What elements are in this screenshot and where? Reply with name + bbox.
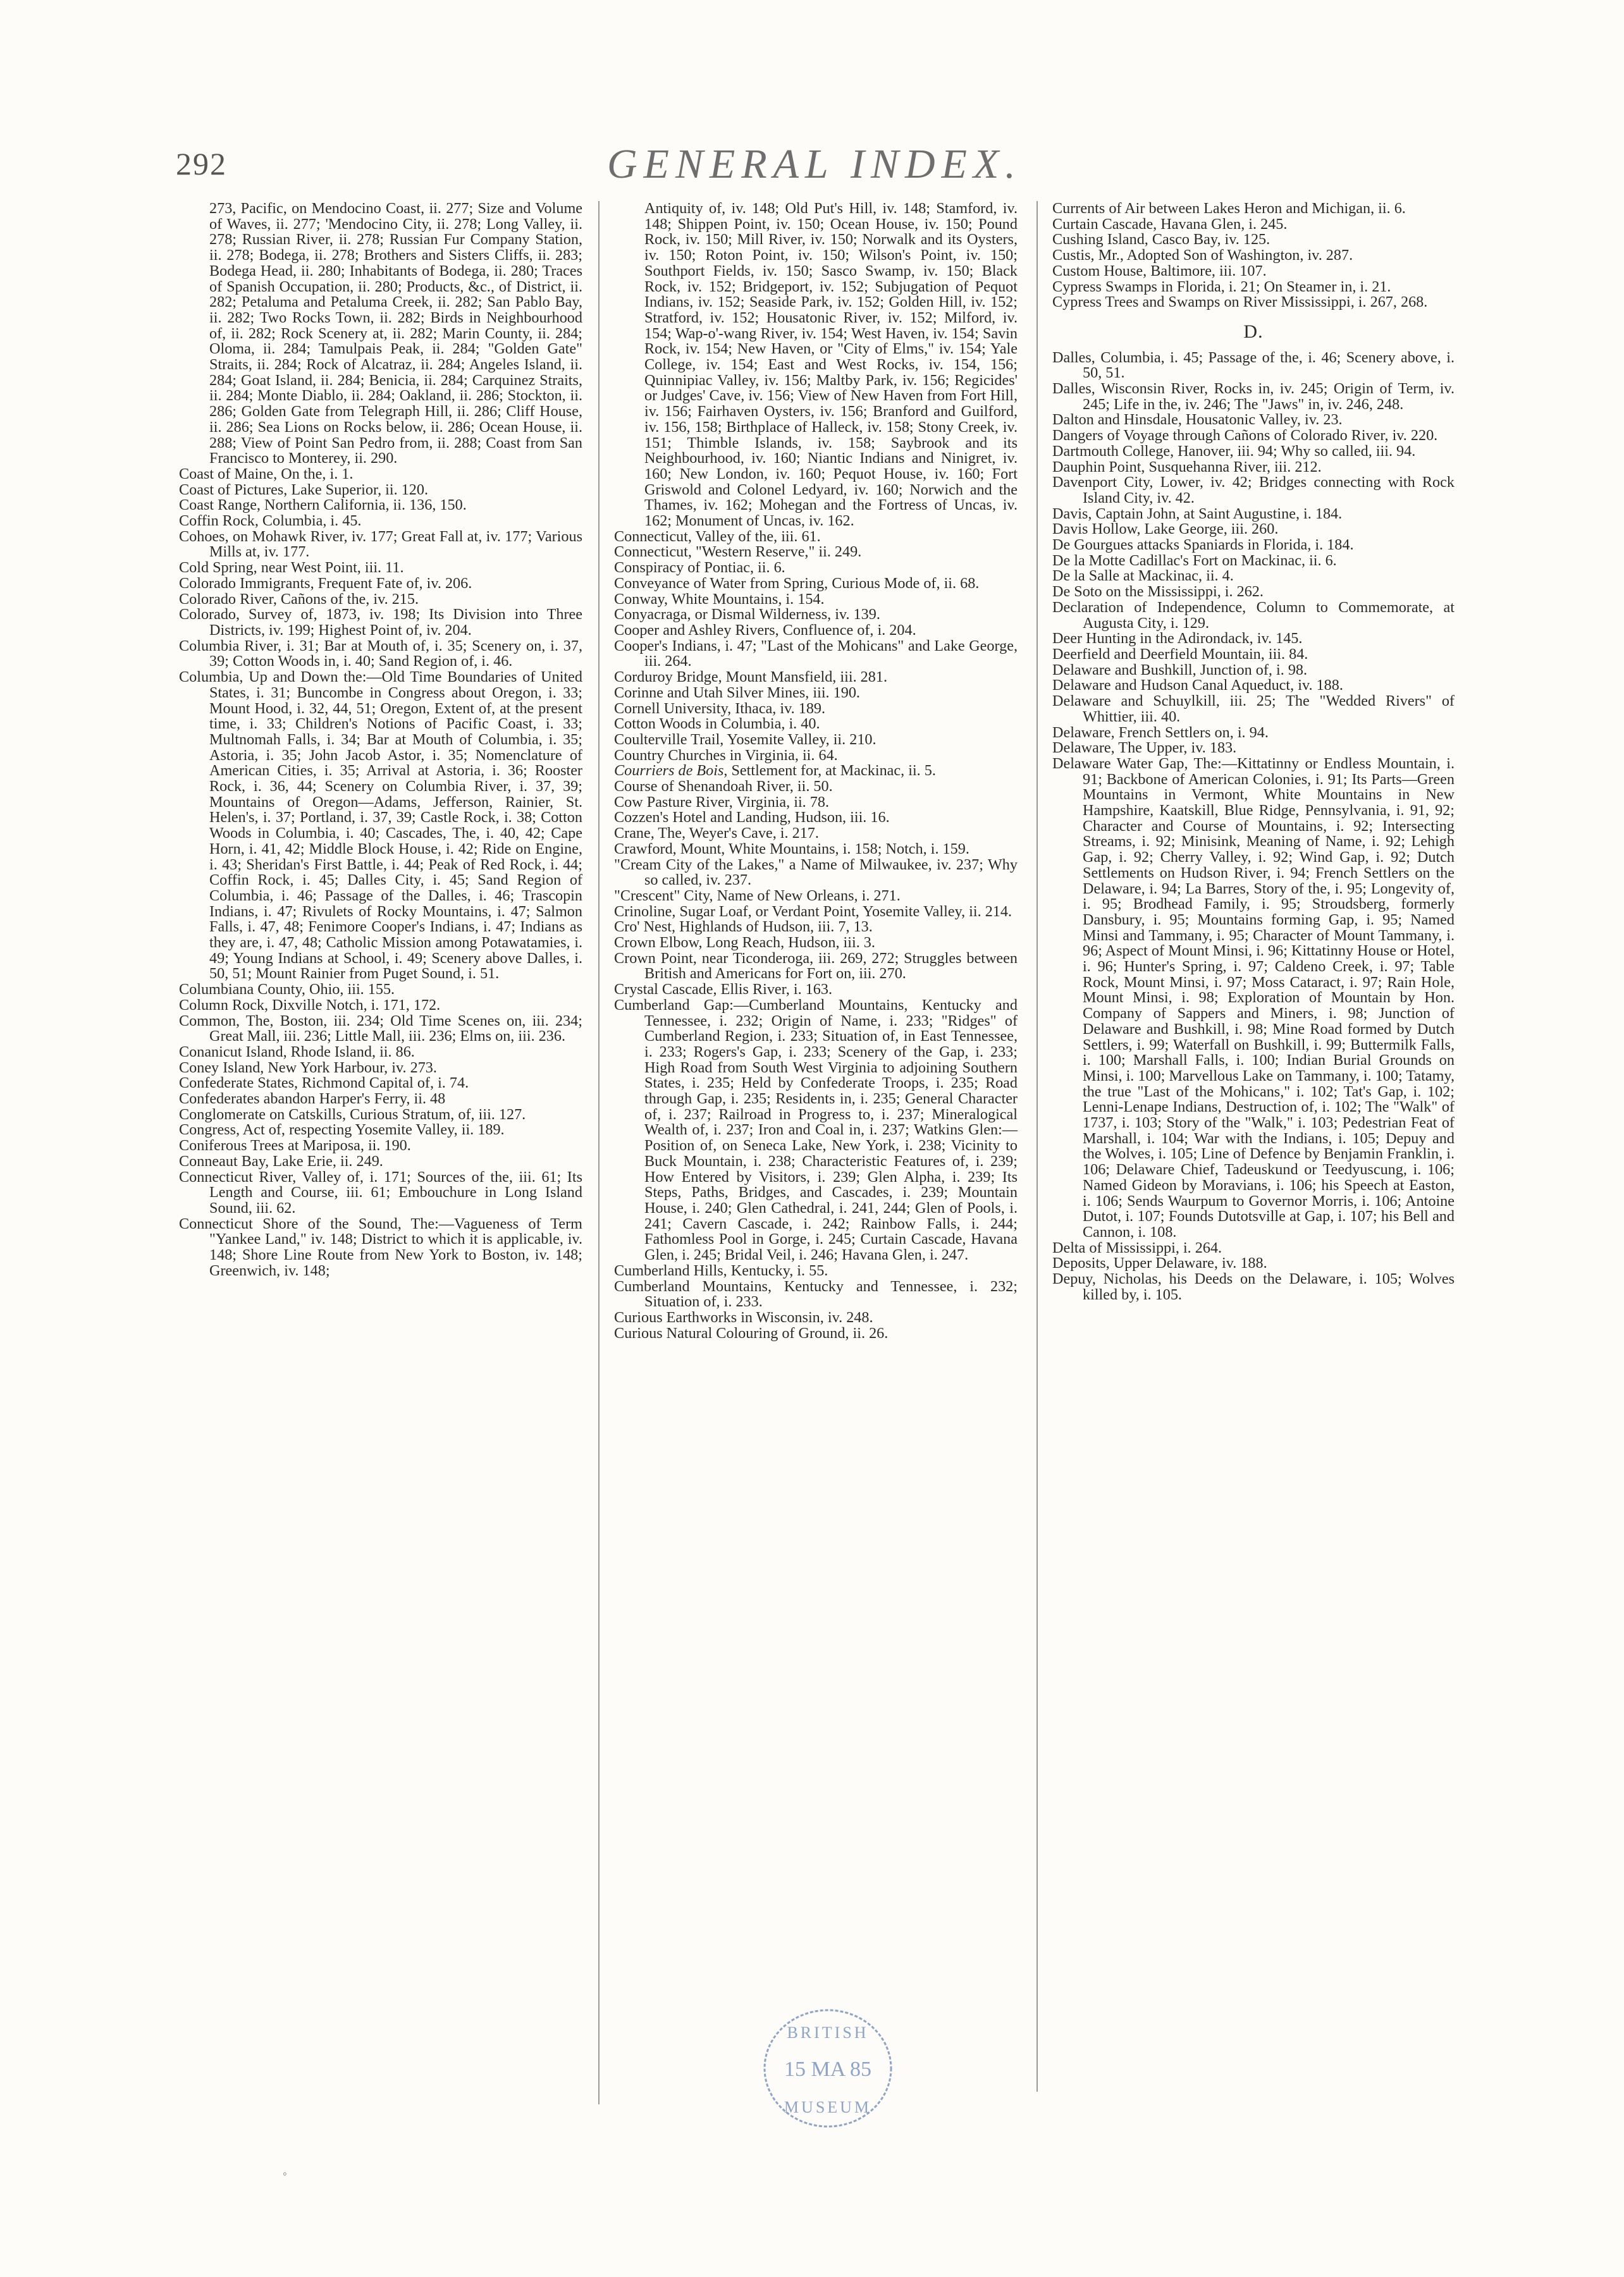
index-entry: Conspiracy of Pontiac, ii. 6. [614,559,785,577]
index-entry: Coast Range, Northern California, ii. 136, 150. [179,496,467,514]
index-entry: Conyacraga, or Dismal Wilderness, iv. 139. [614,606,880,623]
index-entry: Conanicut Island, Rhode Island, ii. 86. [179,1043,415,1060]
index-entry: Coulterville Trail, Yosemite Valley, ii. 210. [614,730,877,748]
index-entry: Crane, The, Weyer's Cave, i. 217. [614,825,819,842]
index-entry: Delaware Water Gap, The:—Kittatinny or Endless Mountain, i. 91; Backbone of American Colonies, i. 91; Its Parts—Green Mountains in Vermont, White Mountains in New Hampshire, Kaatskill, Blue Ridge, Pennsylvania, i. 91, 92; Character and Course of Mountains, i. 92; Intersecting Streams, i. 92; Minisink, Meaning of Name, i. 92; Lehigh Gap, i. 92; Cherry Valley, i. 92; Wind Gap, i. 92; Dutch Settlements on Hudson River, i. 94; French Settlers on the Delaware, i. 94; La Barres, Story of the, i. 95; Longevity of, i. 95; Brodhead Family, i. 95; Stroudsberg, formerly Dansbury, i. 95; Mountains forming Gap, i. 95; Named Minsi and Tammany, i. 95; Character of Mount Tammany, i. 96; Aspect of Mount Minsi, i. 96; Kittatinny House or Hotel, i. 96; Hunter's Spring, i. 97; Caldeno Creek, i. 97; Table Rock, Mount Minsi, i. 97; Moss Cataract, i. 97; Rain Hole, Mount Minsi, i. 98; Exploration of Mountain by Hon. Company of Sappers and Miners, i. 98; Junction of Delaware and Bushkill, i. 98; Mine Road formed by Dutch Settlers, i. 99; Waterfall on Bushkill, i. 99; Buttermilk Falls, i. 100; Marshall Falls, i. 100; Indian Burial Grounds on Minsi, i. 100; Marvellous Lake on Tammany, i. 100; Tatamy, the true "Last of the Mohicans," i. 102; Tat's Gap, i. 102; Lenni-Lenape Indians, Destruction of, i. 102; The "Walk" of 1737, i. 103; Story of the "Walk," i. 103; Pedestrian Feat of Marshall, i. 104; War with the Indians, i. 105; Depuy and the Wolves, i. 105; Line of Defence by Benjamin Franklin, i. 106; Delaware Chief, Tadeuskund or Teedyuscung, i. 106; Named Gideon by Moravians, i. 106; his Speech at Easton, i. 106; Sends Waurpum to Governor Morris, i. 106; Antoine Dutot, i. 107; Founds Dutotsville at Gap, i. 107; his Bell and Cannon, i. 108. [1052,754,1455,1241]
index-entry: Courriers de Bois, Settlement for, at Mackinac, ii. 5. [614,762,936,780]
index-entry: Column Rock, Dixville Notch, i. 171, 172. [179,996,441,1014]
index-entry: "Crescent" City, Name of New Orleans, i. 271. [614,887,901,904]
index-entry: Corinne and Utah Silver Mines, iii. 190. [614,684,860,701]
index-entry: Delaware, The Upper, iv. 183. [1052,739,1237,757]
index-entry: Congress, Act of, respecting Yosemite Valley, ii. 189. [179,1121,505,1139]
index-entry: Cotton Woods in Columbia, i. 40. [614,715,820,733]
index-entry: Cypress Trees and Swamps on River Mississippi, i. 267, 268. [1052,293,1428,311]
index-entry: Dangers of Voyage through Cañons of Colorado River, iv. 220. [1052,427,1438,445]
index-entry: Cold Spring, near West Point, iii. 11. [179,559,404,577]
index-entry: Davenport City, Lower, iv. 42; Bridges connecting with Rock Island City, iv. 42. [1052,474,1455,506]
index-entry: Cro' Nest, Highlands of Hudson, iii. 7, 13. [614,918,873,936]
index-entry: Cooper's Indians, i. 47; "Last of the Mohicans" and Lake George, iii. 264. [614,637,1018,670]
index-entry: Delaware, French Settlers on, i. 94. [1052,723,1269,741]
index-entry: Confederate States, Richmond Capital of, i. 74. [179,1074,469,1092]
index-entry: Cooper and Ashley Rivers, Confluence of, i. 204. [614,621,916,639]
index-entry: Conneaut Bay, Lake Erie, ii. 249. [179,1152,383,1170]
index-entry: Deerfield and Deerfield Mountain, iii. 84. [1052,645,1308,663]
index-entry: 273, Pacific, on Mendocino Coast, ii. 277; Size and Volume of Waves, ii. 277; 'Mendocino City, ii. 278; Long Valley, ii. 278; Russian River, ii. 278; Russian Fur Company Station, ii. 278; Bodega, ii. 278; Brothers and Sisters Cliffs, ii. 283; Bodega Head, ii. 280; Inhabitants of Bodega, ii. 280; Traces of Spanish Occupation, ii. 280; Products, &c., of District, ii. 282; Petaluma and Petaluma Creek, ii. 282; San Pablo Bay, ii. 282; Two Rocks Town, ii. 282; Birds in Neighbourhood of, ii. 282; Rock Scenery at, ii. 282; Marin County, ii. 284; Oloma, ii. 284; Tamulpais Peak, ii. 284; "Golden Gate" Straits, ii. 284; Rock of Alcatraz, ii. 284; Angeles Island, ii. 284; Goat Island, ii. 284; Benicia, ii. 284; Carquinez Straits, ii. 284; Monte Diablo, ii. 284; Oakland, ii. 286; Stockton, ii. 286; Golden Gate from Telegraph Hill, ii. 286; Cliff House, ii. 286; Sea Lions on Rocks below, ii. 286; Ocean House, ii. 288; View of Point San Pedro from, ii. 288; Coast from San Francisco to Monterey, ii. 290. [209,200,582,467]
index-entry: Cow Pasture River, Virginia, ii. 78. [614,793,829,811]
index-entry: Cumberland Mountains, Kentucky and Tennessee, i. 232; Situation of, i. 233. [614,1277,1018,1311]
index-entry: Confederates abandon Harper's Ferry, ii. 48 [179,1090,446,1108]
stamp-line-2: 15 MA 85 [784,2058,871,2081]
index-entry: Columbia River, i. 31; Bar at Mouth of, i. 35; Scenery on, i. 37, 39; Cotton Woods in, i. 40; Sand Region of, i. 46. [179,637,582,670]
index-entry: Dartmouth College, Hanover, iii. 94; Why so called, iii. 94. [1052,442,1416,460]
index-entry: Coniferous Trees at Mariposa, ii. 190. [179,1137,411,1155]
index-column-1 [179,201,582,1279]
index-entry: Davis, Captain John, at Saint Augustine, i. 184. [1052,505,1343,522]
running-title: GENERAL INDEX. [607,141,1022,187]
index-entry: Dalton and Hinsdale, Housatonic Valley, iv. 23. [1052,411,1343,429]
index-entry: Columbia, Up and Down the:—Old Time Boundaries of United States, i. 31; Buncombe in Congress about Oregon, i. 33; Mount Hood, i. 32, 44, 51; Oregon, Extent of, at the present time, i. 33; Children's Notions of Pacific Coast, i. 33; Multnomah Falls, i. 34; Bar at Mouth of Columbia, i. 35; Astoria, i. 35; John Jacob Astor, i. 35; Nomenclature of American Cities, i. 35; Arrival at Astoria, i. 36; Rooster Rock, i. 36, 44; Scenery on Columbia River, i. 37, 39; Mountains of Oregon—Adams, Jefferson, Rainier, St. Helen's, i. 37; Portland, i. 37, 39; Castle Rock, i. 38; Cotton Woods in Columbia, i. 40; Cascades, The, i. 40, 42; Cape Horn, i. 41, 42; Middle Block House, i. 42; Ride on Engine, i. 43; Sheridan's First Battle, i. 44; Peak of Red Rock, i. 44; Coffin Rock, i. 45; Dalles City, i. 45; Sand Region of Columbia, i. 46; Passage of the Dalles, i. 46; Trascopin Indians, i. 47; Rivulets of Rocky Mountains, i. 47; Salmon Falls, i. 47, 48; Fenimore Cooper's Indians, i. 47; Indians as they are, i. 47, 48; Catholic Mission among Potawatamies, i. 49; Young Indians at School, i. 49; Scenery above Dalles, i. 50, 51; Mount Rainier from Puget Sound, i. 51. [179,668,582,983]
index-entry: De Soto on the Mississippi, i. 262. [1052,583,1264,601]
index-entry: Dauphin Point, Susquehanna River, iii. 212. [1052,458,1322,476]
index-entry: Deposits, Upper Delaware, iv. 188. [1052,1255,1267,1272]
index-entry: Cozzen's Hotel and Landing, Hudson, iii. 16. [614,809,890,826]
index-entry: Corduroy Bridge, Mount Mansfield, iii. 281. [614,668,887,686]
index-entry: Course of Shenandoah River, ii. 50. [614,778,833,795]
index-entry: Crawford, Mount, White Mountains, i. 158; Notch, i. 159. [614,840,969,857]
index-entry: Coffin Rock, Columbia, i. 45. [179,512,362,530]
index-entry: Connecticut, Valley of the, iii. 61. [614,527,821,545]
column-rule [598,201,600,2104]
index-entry: Country Churches in Virginia, ii. 64. [614,746,838,764]
index-entry: Coast of Pictures, Lake Superior, ii. 120. [179,481,429,498]
index-entry: Conglomerate on Catskills, Curious Stratum, of, iii. 127. [179,1105,526,1123]
index-entry: Conveyance of Water from Spring, Curious Mode of, ii. 68. [614,574,980,592]
index-entry: Davis Hollow, Lake George, iii. 260. [1052,520,1279,538]
index-group-d [1052,350,1455,1303]
index-entry: Crinoline, Sugar Loaf, or Verdant Point, Yosemite Valley, ii. 214. [614,902,1012,920]
index-entry: Dalles, Wisconsin River, Rocks in, iv. 245; Origin of Term, iv. 245; Life in the, iv. 246; The "Jaws" in, iv. 246, 248. [1052,380,1455,413]
index-entry: Delaware and Schuylkill, iii. 25; The "Wedded Rivers" of Whittier, iii. 40. [1052,692,1455,725]
index-entry: Connecticut, "Western Reserve," ii. 249. [614,543,862,561]
index-entry: Delta of Mississippi, i. 264. [1052,1239,1222,1256]
index-entry: Connecticut Shore of the Sound, The:—Vagueness of Term "Yankee Land," iv. 148; District to which it is applicable, iv. 148; Shore Line Route from New York to Boston, iv. 148; Greenwich, iv. 148; [179,1215,582,1279]
index-entry: Cohoes, on Mohawk River, iv. 177; Great Fall at, iv. 177; Various Mills at, iv. 177. [179,527,582,561]
index-column-3 [1052,201,1455,1303]
index-entry: Crystal Cascade, Ellis River, i. 163. [614,981,832,998]
index-entry: Dalles, Columbia, i. 45; Passage of the, i. 46; Scenery above, i. 50, 51. [1052,348,1455,382]
index-entry: Curtain Cascade, Havana Glen, i. 245. [1052,215,1288,233]
index-entry: Currents of Air between Lakes Heron and Michigan, ii. 6. [1052,200,1406,217]
index-entry: De Gourgues attacks Spaniards in Florida, i. 184. [1052,536,1354,554]
library-stamp [758,2005,897,2132]
index-entry: Curious Earthworks in Wisconsin, iv. 248. [614,1308,873,1326]
index-entry: Crown Point, near Ticonderoga, iii. 269, 272; Struggles between British and Americans for Fort on, iii. 270. [614,949,1018,983]
index-entry: Declaration of Independence, Column to Commemorate, at Augusta City, i. 129. [1052,598,1455,632]
index-entry: Colorado Immigrants, Frequent Fate of, iv. 206. [179,574,472,592]
index-entry: Cypress Swamps in Florida, i. 21; On Steamer in, i. 21. [1052,278,1391,295]
index-entry: Depuy, Nicholas, his Deeds on the Delaware, i. 105; Wolves killed by, i. 105. [1052,1270,1455,1303]
index-entry: Coney Island, New York Harbour, iv. 273. [179,1059,437,1076]
index-entry: Cushing Island, Casco Bay, iv. 125. [1052,231,1270,249]
index-entry: De la Salle at Mackinac, ii. 4. [1052,567,1234,585]
index-entry: Coast of Maine, On the, i. 1. [179,465,354,482]
index-entry: Cornell University, Ithaca, iv. 189. [614,699,826,717]
index-entry: Antiquity of, iv. 148; Old Put's Hill, iv. 148; Stamford, iv. 148; Shippen Point, iv. 150; Ocean House, iv. 150; Pound Rock, iv. 150; Mill River, iv. 150; Norwalk and its Oysters, iv. 150; Roton Point, iv. 150; Wilson's Point, iv. 150; Southport Fields, iv. 150; Sasco Swamp, iv. 150; Black Rock, iv. 152; Bridgeport, iv. 152; Subjugation of Pequot Indians, iv. 152; Seaside Park, iv. 152; Golden Hill, iv. 152; Stratford, iv. 152; Housatonic River, iv. 152; Milford, iv. 154; Wap-o'-wang River, iv. 154; West Haven, iv. 154; Savin Rock, iv. 154; New Haven, or "City of Elms," iv. 154; Yale College, iv. 154; East and West Rocks, iv. 154, 156; Quinnipiac Valley, iv. 156; Maltby Park, iv. 156; Regicides' or Judges' Cave, iv. 156; View of New Haven from Fort Hill, iv. 156; Fairhaven Oysters, iv. 156; Branford and Guilford, iv. 156, 158; Birthplace of Halleck, iv. 158; Stony Creek, iv. 151; Thimble Islands, iv. 158; Saybrook and its Neighbourhood, iv. 160; Niantic Indians and Ninigret, iv. 160; New London, iv. 160; Pequot House, iv. 160; Fort Griswold and Colonel Ledyard, iv. 160; Norwich and the Thames, iv. 162; Mohegan and the Fortress of Uncas, iv. 162; Monument of Uncas, iv. 162. [644,200,1018,530]
index-entry: Delaware and Hudson Canal Aqueduct, iv. 188. [1052,677,1343,694]
index-entry: Colorado, Survey of, 1873, iv. 198; Its Division into Three Districts, iv. 199; Highest Point of, iv. 204. [179,606,582,639]
print-mark: ﾟ [283,2171,290,2187]
index-entry: Connecticut River, Valley of, i. 171; Sources of the, iii. 61; Its Length and Course, iii. 61; Embouchure in Long Island Sound, iii. 62. [179,1168,582,1217]
index-entry: Custis, Mr., Adopted Son of Washington, iv. 287. [1052,247,1353,264]
section-letter: D. [1243,321,1264,342]
column-rule [1037,201,1038,2092]
index-entry: Cumberland Gap:—Cumberland Mountains, Kentucky and Tennessee, i. 232; Origin of Name, i. 233; "Ridges" of Cumberland Region, i. 233; Situation of, in East Tennessee, i. 233; Rogers's Gap, i. 233; Scenery of the Gap, i. 233; High Road from South West Virginia to adjoining Southern States, i. 235; Held by Confederate Troops, i. 235; Road through Gap, i. 235; Residents in, i. 235; General Character of, i. 237; Railroad in Progress to, i. 237; Mineralogical Wealth of, i. 237; Iron and Coal in, i. 237; Watkins Glen:—Position of, on Seneca Lake, New York, i. 238; Vicinity to Buck Mountain, i. 238; Characteristic Features of, i. 239; How Entered by Visitors, i. 239; Glen Alpha, i. 239; Its Steps, Paths, Bridges, and Cascades, i. 239; Mountain House, i. 240; Glen Cathedral, i. 241, 244; Glen of Pools, i. 241; Cavern Cascade, i. 242; Rainbow Falls, i. 244; Fathomless Pool in Gorge, i. 245; Curtain Cascade, Havana Glen, i. 245; Bridal Veil, i. 246; Havana Glen, i. 247. [614,996,1018,1264]
index-entry: Conway, White Mountains, i. 154. [614,590,825,608]
index-entry: Delaware and Bushkill, Junction of, i. 98. [1052,661,1308,678]
page-header [0,140,1624,191]
index-group-c-end [1052,201,1455,310]
index-entry: "Cream City of the Lakes," a Name of Milwaukee, iv. 237; Why so called, iv. 237. [614,856,1018,889]
index-entry: Columbiana County, Ohio, iii. 155. [179,981,395,998]
index-entry: Deer Hunting in the Adirondack, iv. 145. [1052,630,1303,648]
index-entry: De la Motte Cadillac's Fort on Mackinac, ii. 6. [1052,551,1337,569]
index-entry: Cumberland Hills, Kentucky, i. 55. [614,1261,828,1279]
stamp-line-3: MUSEUM [784,2098,872,2116]
page-number: 292 [176,146,227,181]
index-entry: Custom House, Baltimore, iii. 107. [1052,262,1267,279]
index-entry: Crown Elbow, Long Reach, Hudson, iii. 3. [614,934,875,952]
index-entry: Curious Natural Colouring of Ground, ii. 26. [614,1324,889,1342]
index-column-2 [614,201,1018,1341]
stamp-line-1: BRITISH [787,2023,869,2042]
index-entry: Common, The, Boston, iii. 234; Old Time Scenes on, iii. 234; Great Mall, iii. 236; Little Mall, iii. 236; Elms on, iii. 236. [179,1012,582,1045]
index-entry: Colorado River, Cañons of the, iv. 215. [179,590,419,608]
